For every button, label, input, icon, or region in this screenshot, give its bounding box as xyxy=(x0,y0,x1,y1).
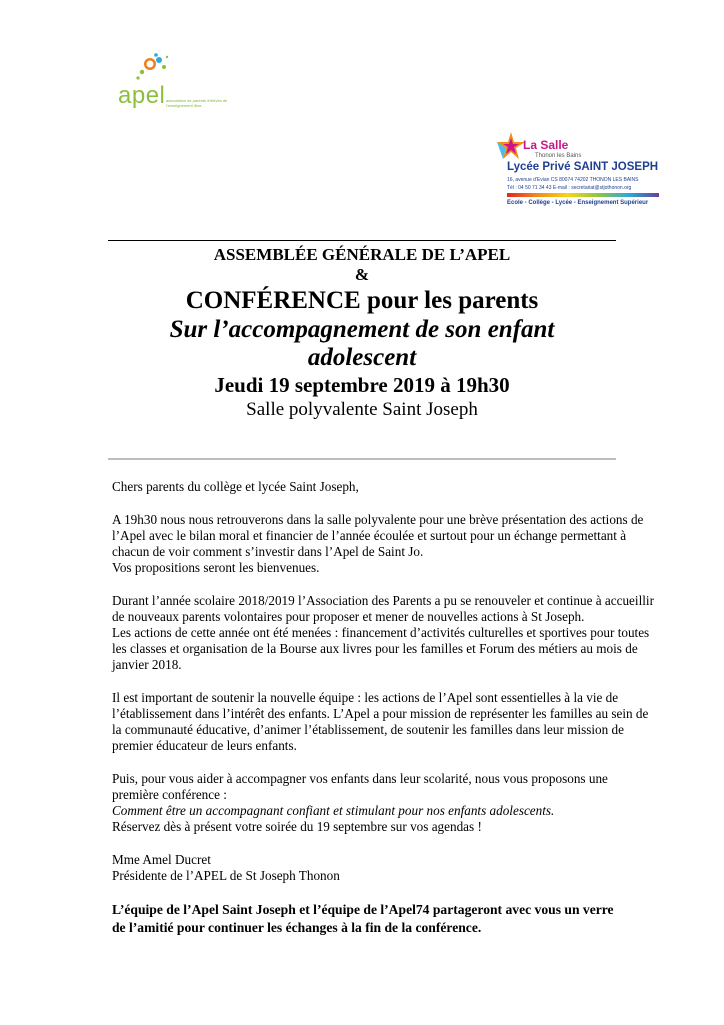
text-line: Il est important de soutenir la nouvelle équipe : les actions de l’Apel sont essentielles à la vie de xyxy=(112,690,619,705)
letter-body xyxy=(112,479,654,954)
text-line: Puis, pour vous aider à accompagner vos enfants dans leur scolarité, nous vous proposons une xyxy=(112,771,608,786)
header-subject-line2: adolescent xyxy=(307,344,417,371)
conference-topic: Comment être un accompagnant confiant et stimulant pour nos enfants adolescents. xyxy=(112,803,555,818)
school-name: Lycée Privé SAINT JOSEPH xyxy=(507,161,659,173)
text-line: Les actions de cette année ont été menées : financement d’activités culturelles et sportives pour toutes xyxy=(112,625,650,640)
school-address: 16, avenue d'Evian CS 80074 74202 THONON LES BAINS xyxy=(507,177,639,183)
text-line: chacun de voir comment s’investir dans l’Apel de Saint Jo. xyxy=(112,544,424,559)
lasalle-brand: La Salle xyxy=(523,138,569,152)
lasalle-logo xyxy=(485,128,660,228)
document-header xyxy=(90,244,634,422)
lasalle-star-icon xyxy=(497,132,525,162)
greeting: Chers parents du collège et lycée Saint Joseph, xyxy=(112,479,359,494)
paragraph-support xyxy=(112,690,649,754)
header-bottom-rule xyxy=(108,458,616,460)
text-line: première conférence : xyxy=(112,787,227,802)
text-line: A 19h30 nous nous retrouverons dans la salle polyvalente pour une brève présentation des actions de xyxy=(112,512,644,527)
apel-wordmark: apel xyxy=(118,82,166,109)
text-line: de nouveaux parents volontaires pour proposer et mener de nouvelles actions à St Joseph. xyxy=(112,609,585,624)
school-contact: Tél : 04 50 71 34 43 E-mail : secretariat@stjothonon.org xyxy=(507,185,632,191)
school-levels: Ecole - Collège - Lycée - Enseignement Supérieur xyxy=(507,200,649,206)
text-line: l’Apel avec le bilan moral et financier de l’année écoulée et surtout pour un échange permettant à xyxy=(112,528,627,543)
lasalle-city: Thonon les Bains xyxy=(535,153,582,159)
rainbow-divider xyxy=(507,193,659,197)
paragraph-year-review xyxy=(112,593,654,673)
signature xyxy=(112,852,627,884)
header-top-rule xyxy=(108,240,616,241)
signature-title: Présidente de l’APEL de St Joseph Thonon xyxy=(112,868,340,883)
text-line: la communauté éducative, d’animer l’établissement, de soutenir les familles dans leur mission de xyxy=(112,722,624,737)
text-line: l’établissement dans l’intérêt des enfants. L’Apel a pour mission de représenter les familles au sein de xyxy=(112,706,649,721)
text-line: L’équipe de l’Apel Saint Joseph et l’équipe de l’Apel74 partageront avec vous un verre xyxy=(112,902,614,917)
header-assembly-title: ASSEMBLÉE GÉNÉRALE DE L’APEL xyxy=(213,245,511,264)
text-line: de l’amitié pour continuer les échanges à la fin de la conférence. xyxy=(112,920,482,935)
text-line: Durant l’année scolaire 2018/2019 l’Association des Parents a pu se renouveler et continue à accueillir xyxy=(112,593,654,608)
header-date: Jeudi 19 septembre 2019 à 19h30 xyxy=(214,373,510,397)
text-line: janvier 2018. xyxy=(112,657,182,672)
paragraph-conference xyxy=(112,771,627,835)
text-line: Vos propositions seront les bienvenues. xyxy=(112,560,320,575)
header-ampersand: & xyxy=(354,265,370,284)
header-subject-line1: Sur l’accompagnement de son enfant xyxy=(169,316,555,343)
signature-name: Mme Amel Ducret xyxy=(112,852,211,867)
header-conference-title: CONFÉRENCE pour les parents xyxy=(185,287,539,314)
apel-tagline: association de parents d'élèves de l'enseignement libre xyxy=(166,98,228,108)
text-line: Réservez dès à présent votre soirée du 19 septembre sur vos agendas ! xyxy=(112,819,482,834)
closing-statement xyxy=(112,901,627,937)
apel-logo xyxy=(112,52,262,127)
header-venue: Salle polyvalente Saint Joseph xyxy=(246,399,478,420)
paragraph-intro xyxy=(112,512,644,576)
text-line: premier éducateur de leurs enfants. xyxy=(112,738,297,753)
text-line: les classes et organisation de la Bourse aux livres pour les familles et Forum des métiers au mois de xyxy=(112,641,638,656)
